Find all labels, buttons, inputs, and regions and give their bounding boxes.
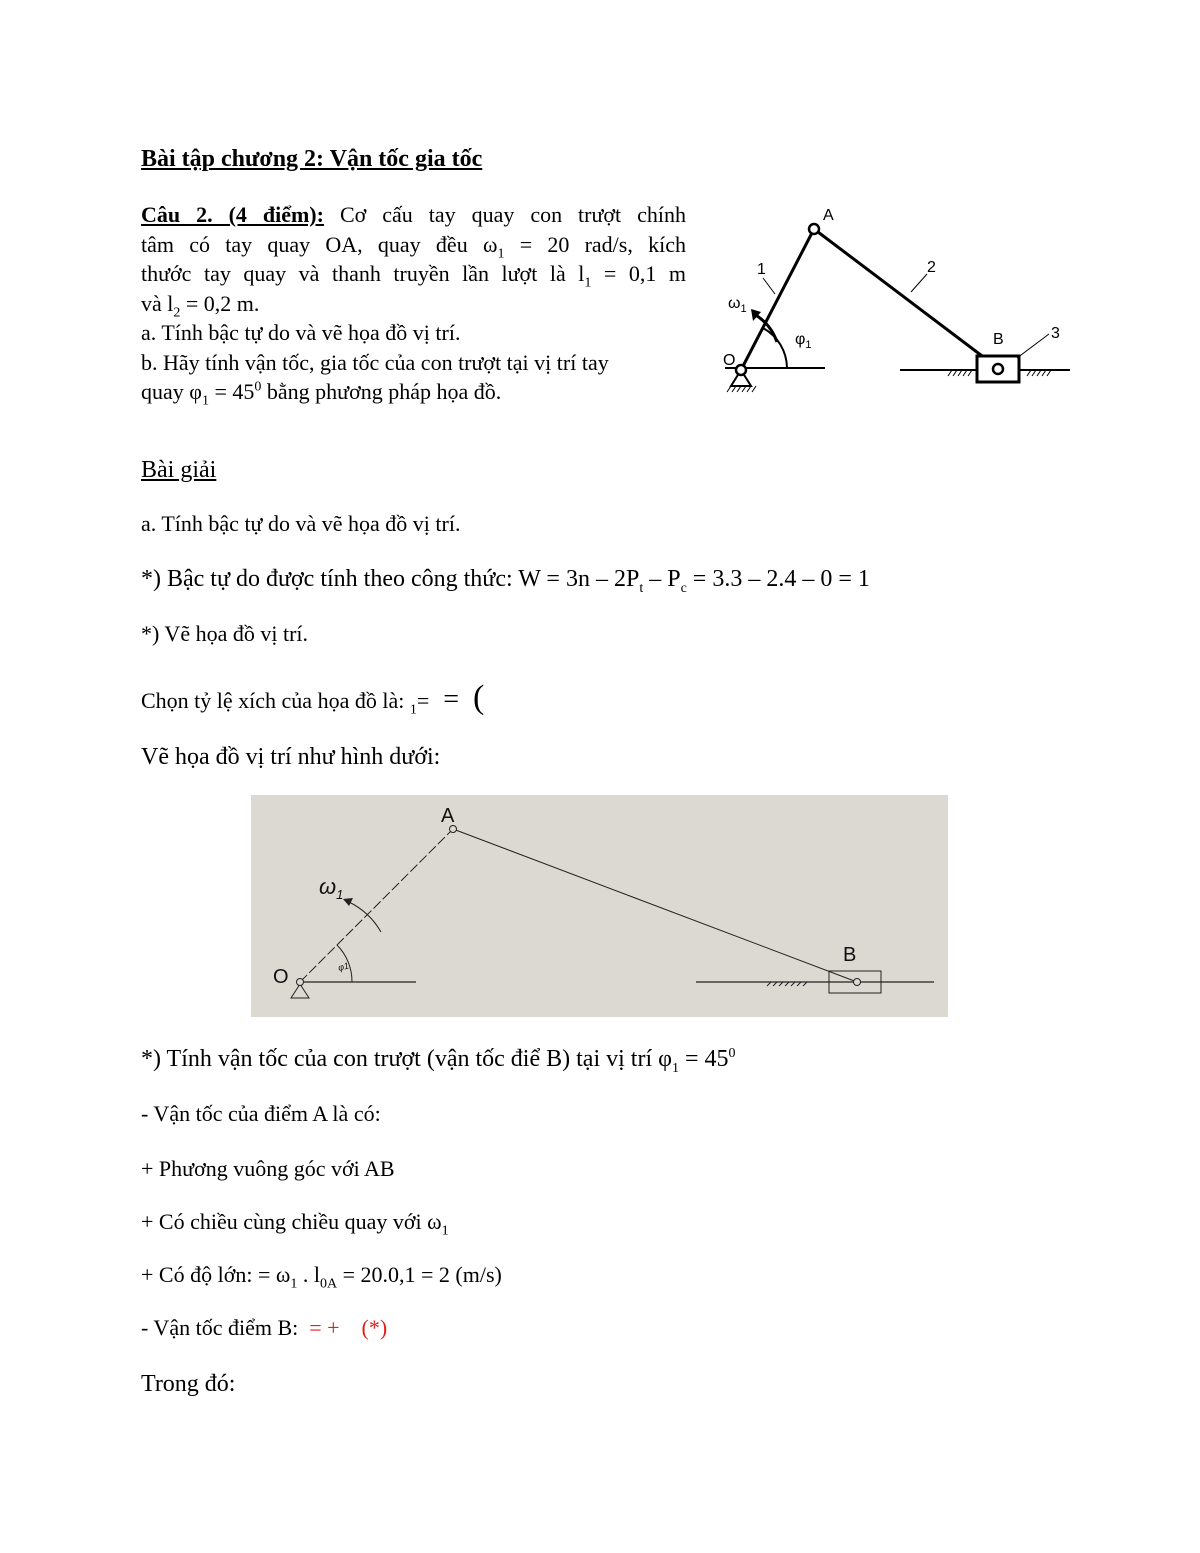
label-b: B (843, 944, 857, 966)
va-heading: - Vận tốc của điểm A là có: (141, 1101, 381, 1126)
draw-heading: *) Vẽ họa đồ vị trí. (141, 621, 309, 646)
position-diagram (251, 795, 948, 1017)
problem-statement (141, 200, 686, 407)
problem-line-2: tâm có tay quay OA, quay đều $\omega_1 = 20$ rad/s, kích (141, 231, 686, 261)
joint-o (297, 979, 304, 986)
va-direction: + Phương vuông góc với AB (141, 1156, 395, 1181)
label-o: O (723, 352, 736, 369)
solution-heading: Bài giải (141, 457, 217, 483)
leader-3 (1017, 334, 1049, 358)
label-omega: $\omega_1$ (728, 295, 747, 315)
mechanism-diagram (715, 200, 1080, 400)
problem-part-a: a. Tính bậc tự do và vẽ họa đồ vị trí. (141, 320, 461, 345)
connecting-rod-ab (814, 229, 998, 368)
velocity-heading: *) Tính vận tốc của con trượt (vận tốc điể B) tại vị trí $\varphi_1 = 45^0$ (141, 1046, 736, 1076)
label-link-2: 2 (927, 259, 936, 276)
va-sense: + Có chiều cùng chiều quay với $\omega_1$ (141, 1209, 449, 1239)
problem-part-b-1: b. Hãy tính vận tốc, gia tốc của con trượt tại vị trí tay (141, 349, 609, 375)
leader-1 (763, 278, 775, 294)
label-phi: $\varphi_1$ (795, 331, 812, 351)
joint-b (993, 364, 1003, 374)
draw-text: Vẽ họa đồ vị trí như hình dưới: (141, 744, 441, 770)
page-title: Bài tập chương 2: Vận tốc gia tốc (141, 146, 483, 172)
problem-line-4: và $l_2 = 0,2$ m. (141, 290, 260, 320)
where-label: Trong đó: (141, 1371, 236, 1397)
label-o: O (273, 966, 289, 988)
scale-line: Chọn tỷ lệ xích của họa đồ là: $_1$= = ( (141, 679, 485, 718)
joint-o (736, 365, 746, 375)
vb-equation-red: = + (*) (303, 1315, 388, 1340)
va-magnitude: + Có độ lớn: = $\omega_1$ . $l_{0A} = 20.0,1 = 2$ (m/s) (141, 1262, 502, 1292)
joint-b (854, 979, 861, 986)
label-omega: $\omega_1$ (319, 874, 344, 902)
label-a: A (823, 207, 834, 224)
problem-part-b-2: quay $\varphi_1 = 45^0$ bằng phương pháp họa đồ. (141, 379, 502, 409)
problem-line-3: thước tay quay và thanh truyền lần lượt là $l_1 = 0,1$ m (141, 261, 686, 291)
vb-equation: - Vận tốc điểm B: = + (*) (141, 1315, 388, 1340)
problem-text-1: Cơ cấu tay quay con trượt chính (339, 202, 687, 227)
label-link-1: 1 (757, 261, 766, 278)
label-b: B (993, 331, 1004, 348)
joint-a (809, 224, 819, 234)
leader-2 (911, 274, 927, 292)
label-phi: φ1 (336, 960, 351, 973)
problem-label: Câu 2. (4 điểm): (141, 202, 324, 227)
label-a: A (441, 805, 455, 827)
dof-formula: *) Bậc tự do được tính theo công thức: $W = 3n - 2P_t - P_c = 3.3 - 2.4 - 0 = 1$ (141, 566, 870, 596)
crank-oa (741, 229, 814, 370)
label-link-3: 3 (1051, 325, 1060, 342)
problem-line-1 (141, 200, 686, 230)
solution-part-a: a. Tính bậc tự do và vẽ họa đồ vị trí. (141, 511, 461, 536)
